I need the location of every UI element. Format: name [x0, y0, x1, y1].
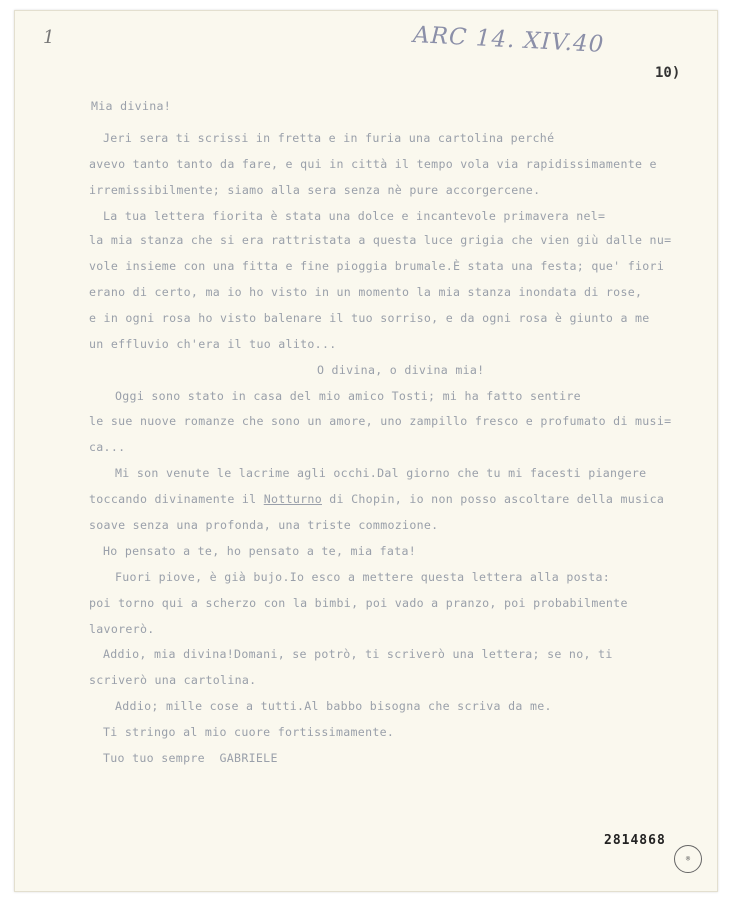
- text-line: Jeri sera ti scrissi in fretta e in furia una cartolina perché: [103, 131, 555, 145]
- text-line: avevo tanto tanto da fare, e qui in città il tempo vola via rapidissimamente e: [89, 157, 657, 171]
- text-line: Addio; mille cose a tutti.Al babbo bisogna che scriva da me.: [115, 699, 552, 713]
- archive-stamp: ®: [674, 845, 702, 873]
- text-line: [89, 492, 664, 506]
- text-line: erano di certo, ma io ho visto in un momento la mia stanza inondata di rose,: [89, 285, 643, 299]
- text-line: un effluvio ch'era il tuo alito...: [89, 337, 337, 351]
- text-line: scriverò una cartolina.: [89, 673, 257, 687]
- archive-mark: ARC 14. XIV.40: [412, 22, 605, 58]
- text-line: soave senza una profonda, una triste commozione.: [89, 518, 439, 532]
- text-line: le sue nuove romanze che sono un amore, uno zampillo fresco e profumato di musi=: [89, 414, 672, 428]
- page-number: 10): [655, 65, 681, 81]
- text-line: Fuori piove, è già bujo.Io esco a mettere questa lettera alla posta:: [115, 570, 611, 584]
- text-line: la mia stanza che si era rattristata a questa luce grigia che vien giù dalle nu=: [89, 233, 672, 247]
- text-line: Ho pensato a te, ho pensato a te, mia fata!: [103, 544, 417, 558]
- text-line: Oggi sono stato in casa del mio amico Tosti; mi ha fatto sentire: [115, 389, 581, 403]
- corner-number: 1: [43, 27, 55, 48]
- text-fragment: di Chopin, io non posso ascoltare della musica: [321, 492, 665, 506]
- text-line: ca...: [89, 440, 126, 454]
- text-line: e in ogni rosa ho visto balenare il tuo sorriso, e da ogni rosa è giunto a me: [89, 311, 650, 325]
- text-fragment: toccando divinamente il: [89, 492, 264, 506]
- text-line: lavorerò.: [89, 622, 155, 636]
- signature-line: Tuo tuo sempre GABRIELE: [103, 751, 278, 765]
- text-line: Mi son venute le lacrime agli occhi.Dal giorno che tu mi facesti piangere: [115, 466, 647, 480]
- text-line: La tua lettera fiorita è stata una dolce e incantevole primavera nel=: [103, 209, 606, 223]
- letter-page: [14, 10, 718, 892]
- text-line: Addio, mia divina!Domani, se potrò, ti scriverò una lettera; se no, ti: [103, 647, 613, 661]
- inventory-number: 2814868: [604, 833, 666, 848]
- text-line: Ti stringo al mio cuore fortissimamente.: [103, 725, 395, 739]
- salutation: Mia divina!: [91, 99, 172, 113]
- text-line: poi torno qui a scherzo con la bimbi, poi vado a pranzo, poi probabilmente: [89, 596, 628, 610]
- text-line: vole insieme con una fitta e fine pioggia brumale.È stata una festa; que' fiori: [89, 259, 665, 273]
- underlined-title: Notturno: [263, 492, 322, 506]
- text-line: irremissibilmente; siamo alla sera senza nè pure accorgercene.: [89, 183, 541, 197]
- text-line: O divina, o divina mia!: [317, 363, 485, 377]
